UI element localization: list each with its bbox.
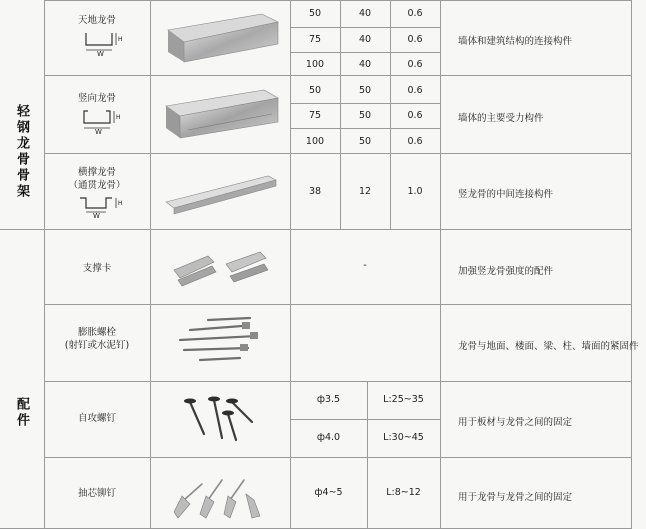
dim-h: 50 xyxy=(358,110,372,121)
support-clip-photo-icon xyxy=(168,244,272,290)
self-tapping-screw-photo-icon xyxy=(176,394,272,446)
row-description: 墙体和建筑结构的连接构件 xyxy=(458,36,573,47)
row-name-support-clip: 支撑卡 xyxy=(82,263,112,274)
dim-w: 75 xyxy=(308,34,322,45)
row-description: 竖龙骨的中间连接构件 xyxy=(458,189,554,200)
dim-w: 100 xyxy=(305,59,325,70)
floor-track-photo-icon xyxy=(160,8,282,68)
dim-h: 12 xyxy=(358,186,372,197)
dim-t: 0.6 xyxy=(407,59,423,70)
spec-diameter: ф4.0 xyxy=(316,432,341,443)
svg-text:W: W xyxy=(93,212,100,218)
row-name-expansion-bolt: 膨胀螺栓 (射钉或水泥钉) xyxy=(64,327,130,351)
row-description: 用于板材与龙骨之间的固定 xyxy=(458,417,573,428)
row-description: 加强竖龙骨强度的配件 xyxy=(458,266,554,277)
dim-w: 38 xyxy=(308,186,322,197)
dim-w: 50 xyxy=(308,85,322,96)
row-name-vertical-stud: 竖向龙骨 xyxy=(77,93,116,104)
dim-h: 40 xyxy=(358,59,372,70)
expansion-bolt-photo-icon xyxy=(170,312,270,372)
blind-rivet-photo-icon xyxy=(172,466,272,522)
row-name-self-tapping-screw: 自攻螺钉 xyxy=(77,413,116,424)
spec-diameter: ф4~5 xyxy=(314,487,343,498)
row-description: 用于龙骨与龙骨之间的固定 xyxy=(458,492,573,503)
dim-w: 100 xyxy=(305,136,325,147)
dim-t: 0.6 xyxy=(407,34,423,45)
dim-h: 40 xyxy=(358,8,372,19)
u-channel-diagram-icon xyxy=(82,30,130,56)
dim-h: 40 xyxy=(358,34,372,45)
svg-text:W: W xyxy=(97,50,104,56)
spec-length: L:30~45 xyxy=(383,432,424,443)
dim-h: 50 xyxy=(358,85,372,96)
dim-t: 0.6 xyxy=(407,85,423,96)
dim-t: 0.6 xyxy=(407,8,423,19)
dim-t: 0.6 xyxy=(407,136,423,147)
dim-t: 1.0 xyxy=(407,186,423,197)
dim-w: 75 xyxy=(308,110,322,121)
row-description: 龙骨与地面、楼面、梁、柱、墙面的紧固件 xyxy=(458,341,639,352)
group-label-light-steel-keel: 轻钢龙骨骨架 xyxy=(14,104,29,200)
spec-length: L:25~35 xyxy=(383,394,424,405)
dim-w: 50 xyxy=(308,8,322,19)
stud-photo-icon xyxy=(160,86,282,148)
cross-brace-photo-icon xyxy=(160,168,282,216)
hat-channel-diagram-icon xyxy=(78,194,126,218)
spec-length: L:8~12 xyxy=(386,487,421,498)
svg-text:H: H xyxy=(116,114,121,121)
c-channel-diagram-icon xyxy=(80,108,128,134)
svg-text:W: W xyxy=(95,128,102,134)
dim-t: 0.6 xyxy=(407,110,423,121)
row-description: 墙体的主要受力构件 xyxy=(458,113,544,124)
group-label-accessories: 配件 xyxy=(14,397,29,429)
row-name-blind-rivet: 抽芯铆钉 xyxy=(77,488,116,499)
row-name-floor-ceiling-track: 天地龙骨 xyxy=(77,15,116,26)
row-name-cross-brace: 横撑龙骨 （通贯龙骨） xyxy=(68,167,126,191)
svg-text:H: H xyxy=(118,36,123,43)
spec-none: - xyxy=(363,260,367,271)
svg-text:H: H xyxy=(118,200,123,207)
spec-diameter: ф3.5 xyxy=(316,394,341,405)
dim-h: 50 xyxy=(358,136,372,147)
